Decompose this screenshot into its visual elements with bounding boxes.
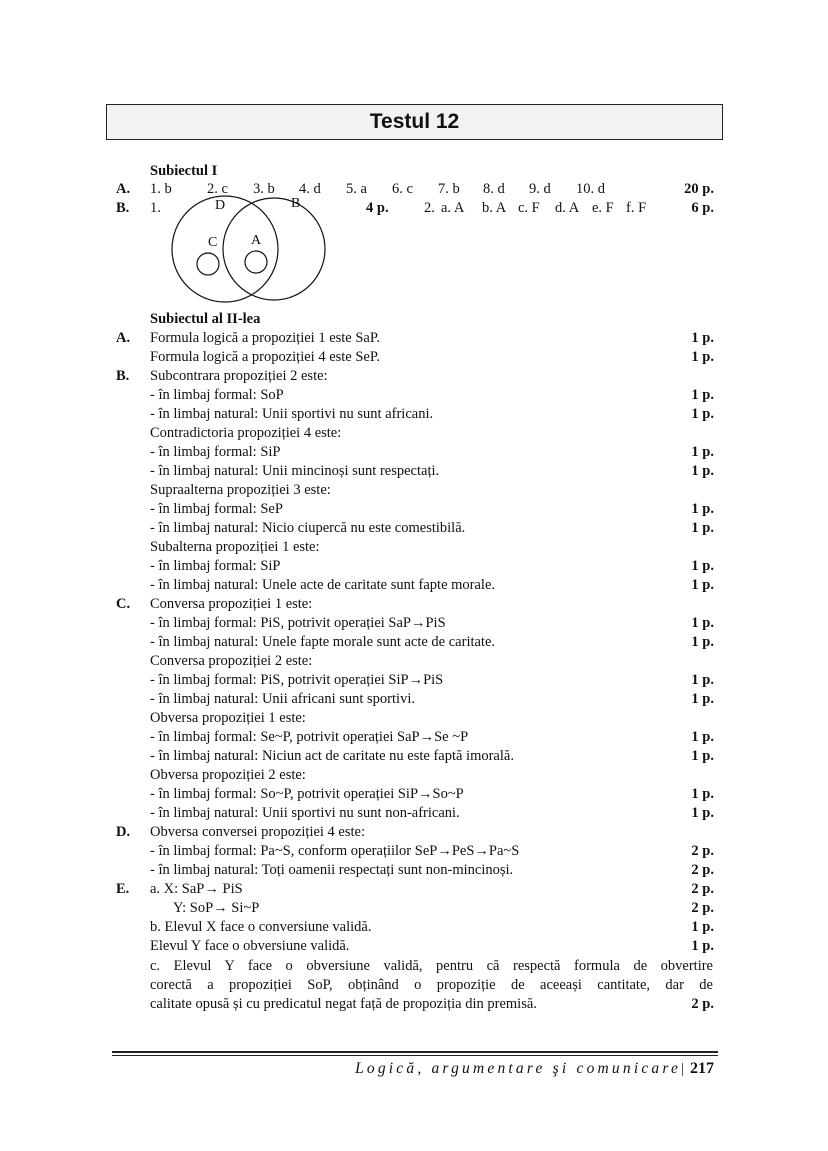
section-2-row [0, 576, 828, 595]
row-text: - în limbaj natural: Unii mincinoși sunt respectați. [150, 463, 440, 479]
answer-4: 4. d [299, 181, 321, 197]
section-2-row [0, 785, 828, 804]
points: 1 p. [691, 577, 714, 593]
points: 1 p. [691, 748, 714, 764]
points: 6 p. [691, 200, 714, 216]
section-2-row [0, 937, 828, 956]
row-label: A. [116, 330, 131, 346]
paragraph-line: c. Elevul Y face o obversiune validă, pentru că respectă formula de obvertire [150, 958, 713, 974]
section-2-row [0, 690, 828, 709]
points: 1 p. [691, 444, 714, 460]
footer-rule-thin [112, 1055, 718, 1056]
test-title-box [106, 104, 723, 140]
section-2-row [0, 386, 828, 405]
row-text: - în limbaj natural: Unii sportivi nu sunt africani. [150, 406, 434, 422]
points: 1 p. [691, 634, 714, 650]
points: 1 p. [691, 406, 714, 422]
points: 1 p. [691, 330, 714, 346]
answer-10: 10. d [576, 181, 605, 197]
row-text: - în limbaj natural: Unii africani sunt sportivi. [150, 691, 415, 707]
row-label: E. [116, 881, 130, 897]
row-text: b. Elevul X face o conversiune validă. [150, 919, 372, 935]
row-text: Contradictoria propoziției 4 este: [150, 425, 342, 441]
points: 1 p. [691, 938, 714, 954]
row-text: Conversa propoziției 2 este: [150, 653, 313, 669]
row-text: a. X: SaP→ PiS [150, 881, 243, 897]
circle-B [223, 198, 325, 300]
points: 1 p. [691, 387, 714, 403]
row-text: - în limbaj natural: Unele acte de caritate sunt fapte morale. [150, 577, 496, 593]
answer-2a: a. A [441, 200, 465, 216]
footer-rule [112, 1051, 718, 1053]
section-2-row [0, 709, 828, 728]
row-text: Formula logică a propoziției 1 este SaP. [150, 330, 380, 346]
item-1-points: 4 p. [366, 200, 389, 216]
row-text: - în limbaj natural: Nicio ciupercă nu este comestibilă. [150, 520, 466, 536]
section-2-row [0, 899, 828, 918]
points: 1 p. [691, 349, 714, 365]
label-C: C [208, 235, 218, 250]
row-text: - în limbaj formal: SiP [150, 444, 281, 460]
paragraph-line: calitate opusă și cu predicatul negat față de propoziția din premisă. [150, 996, 537, 1012]
section-2-row [0, 652, 828, 671]
section-2-row [0, 633, 828, 652]
section-2-row [0, 728, 828, 747]
paragraph-line: corectă a propoziției SoP, obținând o propoziție de aceeași cantitate, dar de [150, 977, 713, 993]
points: 1 p. [691, 558, 714, 574]
section-2-row [0, 538, 828, 557]
row-text: - în limbaj formal: SoP [150, 387, 284, 403]
answer-2c: c. F [518, 200, 540, 216]
points: 1 p. [691, 786, 714, 802]
section-2-row [0, 500, 828, 519]
answer-2b: b. A [482, 200, 507, 216]
answer-3: 3. b [253, 181, 275, 197]
row-text: - în limbaj natural: Toți oamenii respectați sunt non-mincinoși. [150, 862, 514, 878]
section-2-row [0, 614, 828, 633]
euler-diagram [170, 192, 340, 310]
row-text: Obversa propoziției 1 este: [150, 710, 306, 726]
points: 2 p. [691, 900, 714, 916]
row-text: Subcontrara propoziției 2 este: [150, 368, 328, 384]
row-label: C. [116, 596, 131, 612]
points: 2 p. [691, 881, 714, 897]
row-text: Conversa propoziției 1 este: [150, 596, 313, 612]
points: 1 p. [691, 672, 714, 688]
row-text: Supraalterna propoziției 3 este: [150, 482, 331, 498]
answer-1: 1. b [150, 181, 172, 197]
answer-9: 9. d [529, 181, 551, 197]
section-2-row [0, 671, 828, 690]
row-text: - în limbaj formal: Se~P, potrivit operației SaP→Se ~P [150, 729, 469, 745]
row-text: - în limbaj formal: So~P, potrivit operației SiP→So~P [150, 786, 464, 802]
book-title: Logică, argumentare şi comunicare [355, 1060, 682, 1077]
item-1-number: 1. [150, 200, 161, 216]
section-1-heading: Subiectul I [150, 163, 218, 179]
points: 2 p. [691, 843, 714, 859]
label-D: D [215, 198, 226, 213]
points: 1 p. [691, 729, 714, 745]
section-2-heading: Subiectul al II-lea [150, 311, 261, 327]
row-text: - în limbaj formal: PiS, potrivit operației SiP→PiS [150, 672, 444, 688]
circle-A [245, 251, 267, 273]
section-2-row [0, 842, 828, 861]
section-2-row [0, 329, 828, 348]
section-2-row [0, 747, 828, 766]
row-text: - în limbaj formal: PiS, potrivit operației SaP→PiS [150, 615, 446, 631]
section-2-row [0, 481, 828, 500]
row-text: Elevul Y face o obversiune validă. [150, 938, 350, 954]
section-2-row [0, 918, 828, 937]
row-text: - în limbaj formal: SeP [150, 501, 283, 517]
label-B: B [291, 196, 301, 211]
section-2-row [0, 804, 828, 823]
answer-2e: e. F [592, 200, 614, 216]
circle-C [197, 253, 219, 275]
section-2-row [0, 462, 828, 481]
row-text: - în limbaj natural: Unele fapte morale sunt acte de caritate. [150, 634, 496, 650]
section-2-row [0, 519, 828, 538]
points: 1 p. [691, 615, 714, 631]
points: 1 p. [691, 691, 714, 707]
page-footer [355, 1058, 714, 1080]
section-2-row [0, 348, 828, 367]
row-label: B. [116, 200, 130, 216]
row-text: Subalterna propoziției 1 este: [150, 539, 320, 555]
section-2-row [0, 443, 828, 462]
test-title: Testul 12 [369, 110, 460, 133]
section-2-row [0, 405, 828, 424]
row-text: - în limbaj formal: Pa~S, conform operațiilor SeP→PeS→Pa~S [150, 843, 520, 859]
section-2-row [0, 424, 828, 443]
answer-7: 7. b [438, 181, 460, 197]
section-2-row [0, 557, 828, 576]
section-2-row [0, 766, 828, 785]
row-text: - în limbaj formal: SiP [150, 558, 281, 574]
points: 2 p. [691, 862, 714, 878]
points: 1 p. [691, 501, 714, 517]
section-2-row [0, 595, 828, 614]
row-label: B. [116, 368, 130, 384]
section-2-e-c-points-row [0, 995, 828, 1014]
row-text: Formula logică a propoziției 4 este SeP. [150, 349, 380, 365]
answer-8: 8. d [483, 181, 505, 197]
points: 20 p. [684, 181, 714, 197]
answer-6: 6. c [392, 181, 413, 197]
row-label: A. [116, 181, 131, 197]
section-2-row [0, 880, 828, 899]
row-text: - în limbaj natural: Unii sportivi nu sunt non-africani. [150, 805, 460, 821]
section-2-row [0, 367, 828, 386]
footer-separator: | [681, 1061, 684, 1077]
label-A: A [251, 233, 262, 248]
row-text: Obversa propoziției 2 este: [150, 767, 306, 783]
answer-5: 5. a [346, 181, 367, 197]
answer-2f: f. F [626, 200, 647, 216]
section-1-b-row [0, 199, 828, 218]
points: 1 p. [691, 805, 714, 821]
row-text: - în limbaj natural: Niciun act de caritate nu este faptă imorală. [150, 748, 514, 764]
section-1-a-row [0, 180, 828, 199]
answer-2d: d. A [555, 200, 580, 216]
row-text: Y: SoP→ Si~P [173, 900, 260, 916]
points: 1 p. [691, 520, 714, 536]
points: 2 p. [691, 996, 714, 1012]
item-2-number: 2. [424, 200, 435, 216]
page-number: 217 [690, 1060, 714, 1077]
points: 1 p. [691, 463, 714, 479]
section-2-row [0, 823, 828, 842]
row-text: Obversa conversei propoziției 4 este: [150, 824, 366, 840]
points: 1 p. [691, 919, 714, 935]
answer-2: 2. c [207, 181, 228, 197]
section-2-row [0, 861, 828, 880]
row-label: D. [116, 824, 131, 840]
